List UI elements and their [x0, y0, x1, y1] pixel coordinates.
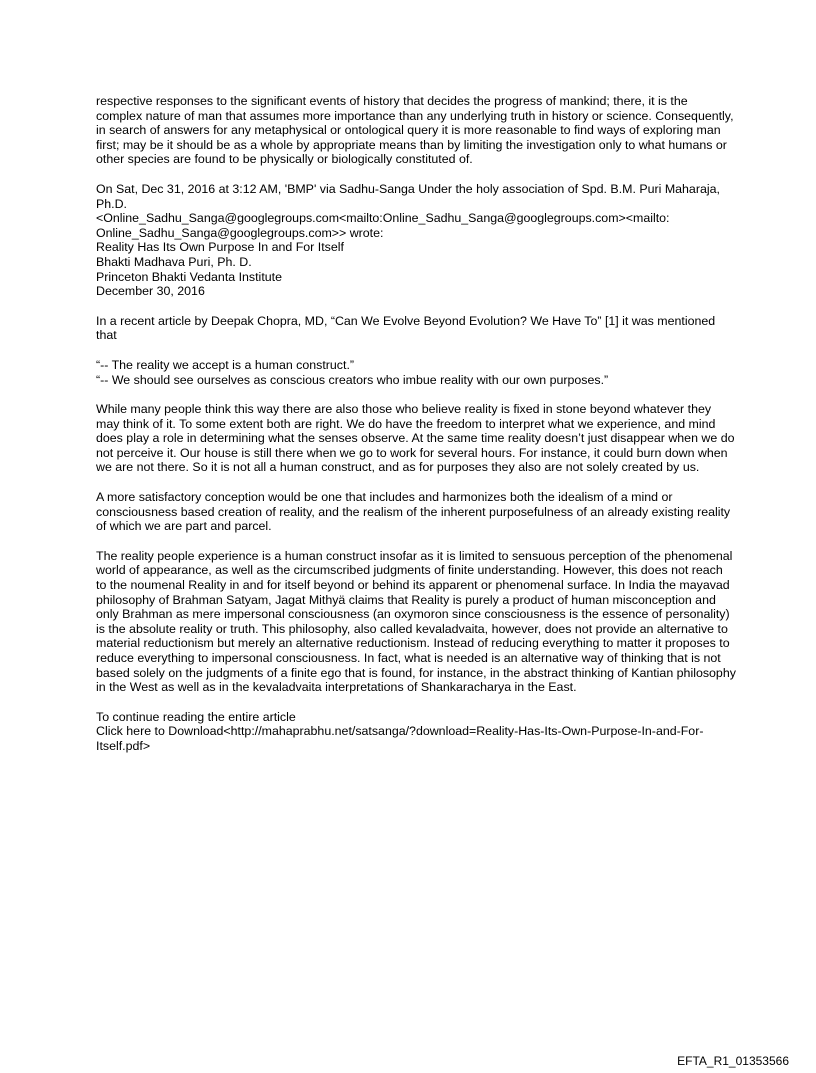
- paragraph-human-construct: The reality people experience is a human construct insofar as it is limited to sensuous perception of the phenomenal world of appearance, as well as the circumscribed judgments of finite understanding. However, this does not reach to the noumenal Reality in and for itself beyond or behind its apparent or phenomenal surface. In India the mayavad philosophy of Brahman Satyam, Jagat Mithyä claims that Reality is purely a product of human misconception and only Brahman as mere impersonal consciousness (an oxymoron since consciousness is the essence of personality) is the absolute reality or truth. This philosophy, also called kevaladvaita, however, does not provide an alternative to material reductionism but merely an alternative reductionism. Instead of reducing everything to matter it proposes to reduce everything to impersonal consciousness. In fact, what is needed is an alternative way of thinking that is not based solely on the judgments of a finite ego that is found, for instance, in the abstract thinking of Kantian philosophy in the West as well as in the kevaladvaita interpretations of Shankaracharya in the East.: [96, 548, 736, 695]
- document-body: [96, 94, 736, 769]
- paragraph-satisfactory-conception: A more satisfactory conception would be one that includes and harmonizes both the idealism of a mind or consciousness based creation of reality, and the realism of the inherent purposefulness of an already existing reality of which we are part and parcel.: [96, 490, 731, 534]
- paragraph-chopra-intro: In a recent article by Deepak Chopra, MD, “Can We Evolve Beyond Evolution? We Have To” [1] it was mentioned that: [96, 313, 716, 343]
- document-id-footer: EFTA_R1_01353566: [677, 1054, 789, 1068]
- paragraph-download-link[interactable]: To continue reading the entire article Click here to Download<http://mahaprabhu.net/satsanga/?download=Reality-Has-Its-Own-Purpose-In-and-For-Itself.pdf>: [96, 709, 704, 753]
- paragraph-history-context: respective responses to the significant events of history that decides the progress of mankind; there, it is the complex nature of man that assumes more importance than any underlying truth in history or science. Consequently, in search of answers for any metaphysical or ontological query it is more reasonable to find ways of exploring man first; may be it should be as a whole by appropriate means than by limiting the investigation only to what humans or other species are found to be physically or biologically constituted of.: [96, 94, 734, 167]
- paragraph-quotes: “-- The reality we accept is a human construct.” “-- We should see ourselves as conscious creators who imbue reality with our own purposes.”: [96, 357, 609, 387]
- paragraph-email-header: On Sat, Dec 31, 2016 at 3:12 AM, 'BMP' via Sadhu-Sanga Under the holy association of Spd. B.M. Puri Maharaja, Ph.D. <Online_Sadhu_Sanga@googlegroups.com<mailto:Online_Sadhu_Sanga@googlegroups.com><mailto: Online_Sadhu_Sanga@googlegroups.com>> wrote: Reality Has Its Own Purpose In and For Itself Bhakti Madhava Puri, Ph. D. Princeton Bhakti Vedanta Institute December 30, 2016: [96, 181, 720, 299]
- paragraph-reality-fixed: While many people think this way there are also those who believe reality is fixed in stone beyond whatever they may think of it. To some extent both are right. We do have the freedom to interpret what we experience, and mind does play a role in determining what the senses observe. At the same time reality doesn’t just disappear when we do not perceive it. Our house is still there when we go to work for several hours. For instance, it could burn down when we are not there. So it is not all a human construct, and as for purposes they also are not solely created by us.: [96, 402, 735, 475]
